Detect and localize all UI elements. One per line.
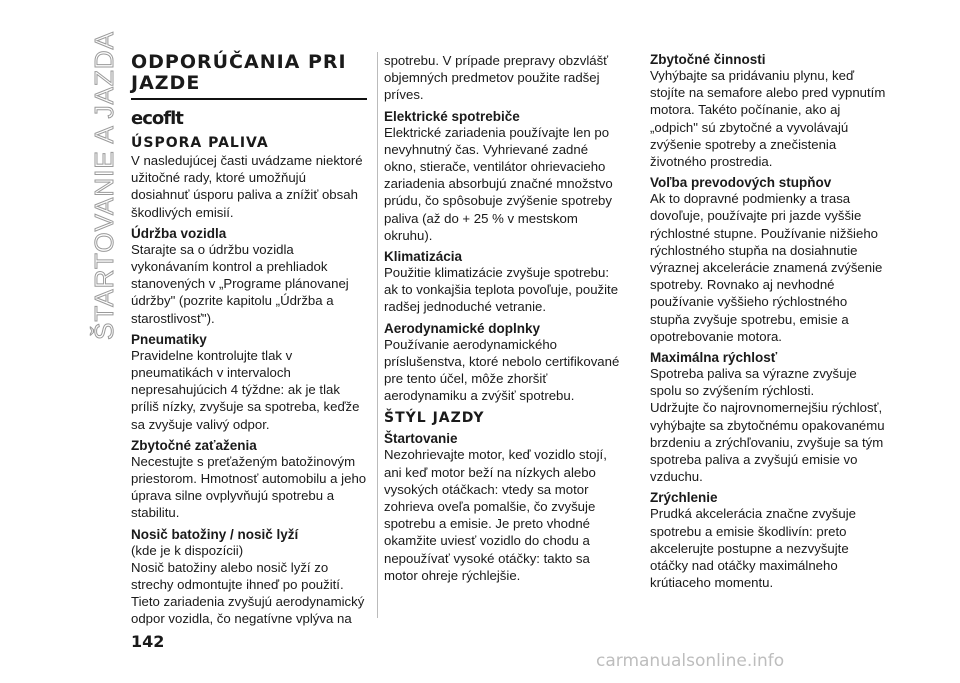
heading-useless-actions: Zbytočné činnosti (650, 52, 766, 67)
section-heading-driving-style: ŠTÝL JAZDY (384, 410, 485, 427)
heading-max-speed: Maximálna rýchlosť (650, 350, 778, 366)
heading-climate: Klimatizácia (384, 249, 463, 265)
paragraph-max-speed-1: Spotreba paliva sa výrazne zvyšuje spolu so zvýšením rýchlosti. (650, 366, 857, 399)
section-heading-fuel-saving: ÚSPORA PALIVA (131, 135, 269, 151)
heading-tyres: Pneumatiky (131, 331, 207, 347)
heading-aero: Aerodynamické doplnky (384, 320, 541, 336)
paragraph-continued: spotrebu. V prípade prepravy obzvlášť objemných predmetov použite radšej príves. (384, 53, 609, 103)
paragraph-climate: Použitie klimatizácie zvyšuje spotrebu: ak to vonkajšia teplota povoľuje, použite radšej jednoduché vetranie. (384, 265, 619, 315)
paragraph-roof-rack-note: (kde je k dispozícii) (131, 542, 244, 558)
column-2 (384, 52, 620, 584)
intro-paragraph: V nasledujúcej časti uvádzame niektoré užitočné rady, ktoré umožňujú dosiahnuť úsporu paliva a znížiť obsah škodlivých emisií. (131, 153, 363, 220)
heading-roof-rack: Nosič batožiny / nosič lyží (131, 526, 299, 542)
watermark: carmanualsonline.info (596, 651, 785, 671)
heading-maintenance: Údržba vozidla (131, 225, 227, 241)
page-number: 142 (131, 632, 165, 651)
paragraph-starting: Nezohrievajte motor, keď vozidlo stojí, ani keď motor beží na nízkych alebo vysokých otáčkach: vtedy sa motor zohrieva oveľa pomalšie, čo zvyšuje spotrebu a emisie. Je preto vhodné okamžite uviesť vozidlo do chodu a nepoužívať vysoké otáčky: takto sa motor ohreje rýchlejšie. (384, 447, 607, 583)
paragraph-max-speed-2: Udržujte čo najrovnomernejšiu rýchlosť, vyhýbajte sa zbytočnému opakovanému brzdeniu a zrýchľovaniu, zvyšuje sa tým spotreba paliva a zvyšujú emisie vo vzduchu. (650, 400, 885, 485)
heading-electrical: Elektrické spotrebiče (384, 108, 520, 124)
paragraph-useless-actions: Vyhýbajte sa pridávaniu plynu, keď stojíte na semafore alebo pred vypnutím motora. Takéto počínanie, ako aj „odpich" sú zbytočné a vyvolávajú zvýšenie spotreby a znečistenia životného prostredia. (650, 68, 886, 170)
paragraph-loads: Necestujte s preťaženým batožinovým priestorom. Hmotnosť automobilu a jeho úprava silne ovplyvňujú spotrebu a stabilitu. (131, 453, 367, 521)
eco-logo-icon: ecoflt (131, 108, 183, 129)
heading-gear-choice: Voľba prevodových stupňov (650, 175, 832, 191)
heading-loads: Zbytočné zaťaženia (131, 437, 257, 453)
paragraph-gear-choice: Ak to dopravné podmienky a trasa dovoľuje, používajte pri jazde vyššie rýchlostné stupne. Používanie nižšieho rýchlostného stupňa na dosiahnutie výraznej akcelerácie znamená zvýšenie spotreby. Rovnako aj nevhodné používanie vyššieho rýchlostného stupňa zvyšuje spotrebu, emisie a opotrebovanie motora. (650, 191, 883, 344)
heading-starting: Štartovanie (384, 431, 458, 447)
column-divider (377, 52, 378, 618)
paragraph-roof-rack: Nosič batožiny alebo nosič lyží zo strechy odmontujte ihneď po použití. Tieto zariadenia zvyšujú aerodynamický odpor vozidla, čo negatívne vplýva na (131, 559, 365, 627)
column-1 (131, 52, 367, 628)
paragraph-maintenance: Starajte sa o údržbu vozidla vykonávaním kontrol a prehliadok stanovených v „Programe plánovanej údržby" (pozrite kapitolu „Údržba a starostlivosť"). (131, 241, 349, 326)
paragraph-aero: Používanie aerodynamického príslušenstva, ktoré nebolo certifikované pre tento účel, môže zhoršiť aerodynamiku a zvýšiť spotrebu. (384, 336, 620, 404)
page-title: ODPORÚČANIA PRI JAZDE (131, 51, 347, 94)
paragraph-electrical: Elektrické zariadenia používajte len po nevyhnutný čas. Vyhrievané zadné okno, stierače, ventilátor ohrievacieho zariadenia absorbujú značné množstvo prúdu, čo spôsobuje zvýšenie spotreby paliva (až do + 25 % v mestskom okruhu). (384, 124, 613, 243)
column-3 (650, 52, 886, 591)
title-rule (131, 98, 367, 100)
chapter-side-label: ŠTARTOVANIE A JAZDA (89, 31, 119, 340)
paragraph-acceleration: Prudká akcelerácia značne zvyšuje spotrebu a emisie škodlivín: preto akcelerujte postupne a nezvyšujte otáčky nad otáčky maximálneho krútiaceho momentu. (650, 506, 856, 591)
heading-acceleration: Zrýchlenie (650, 490, 718, 506)
paragraph-tyres: Pravidelne kontrolujte tlak v pneumatikách v intervaloch nepresahujúcich 4 týždne: ak je tlak príliš nízky, zvyšuje sa spotreba, keďže sa zvyšuje valivý odpor. (131, 347, 360, 432)
